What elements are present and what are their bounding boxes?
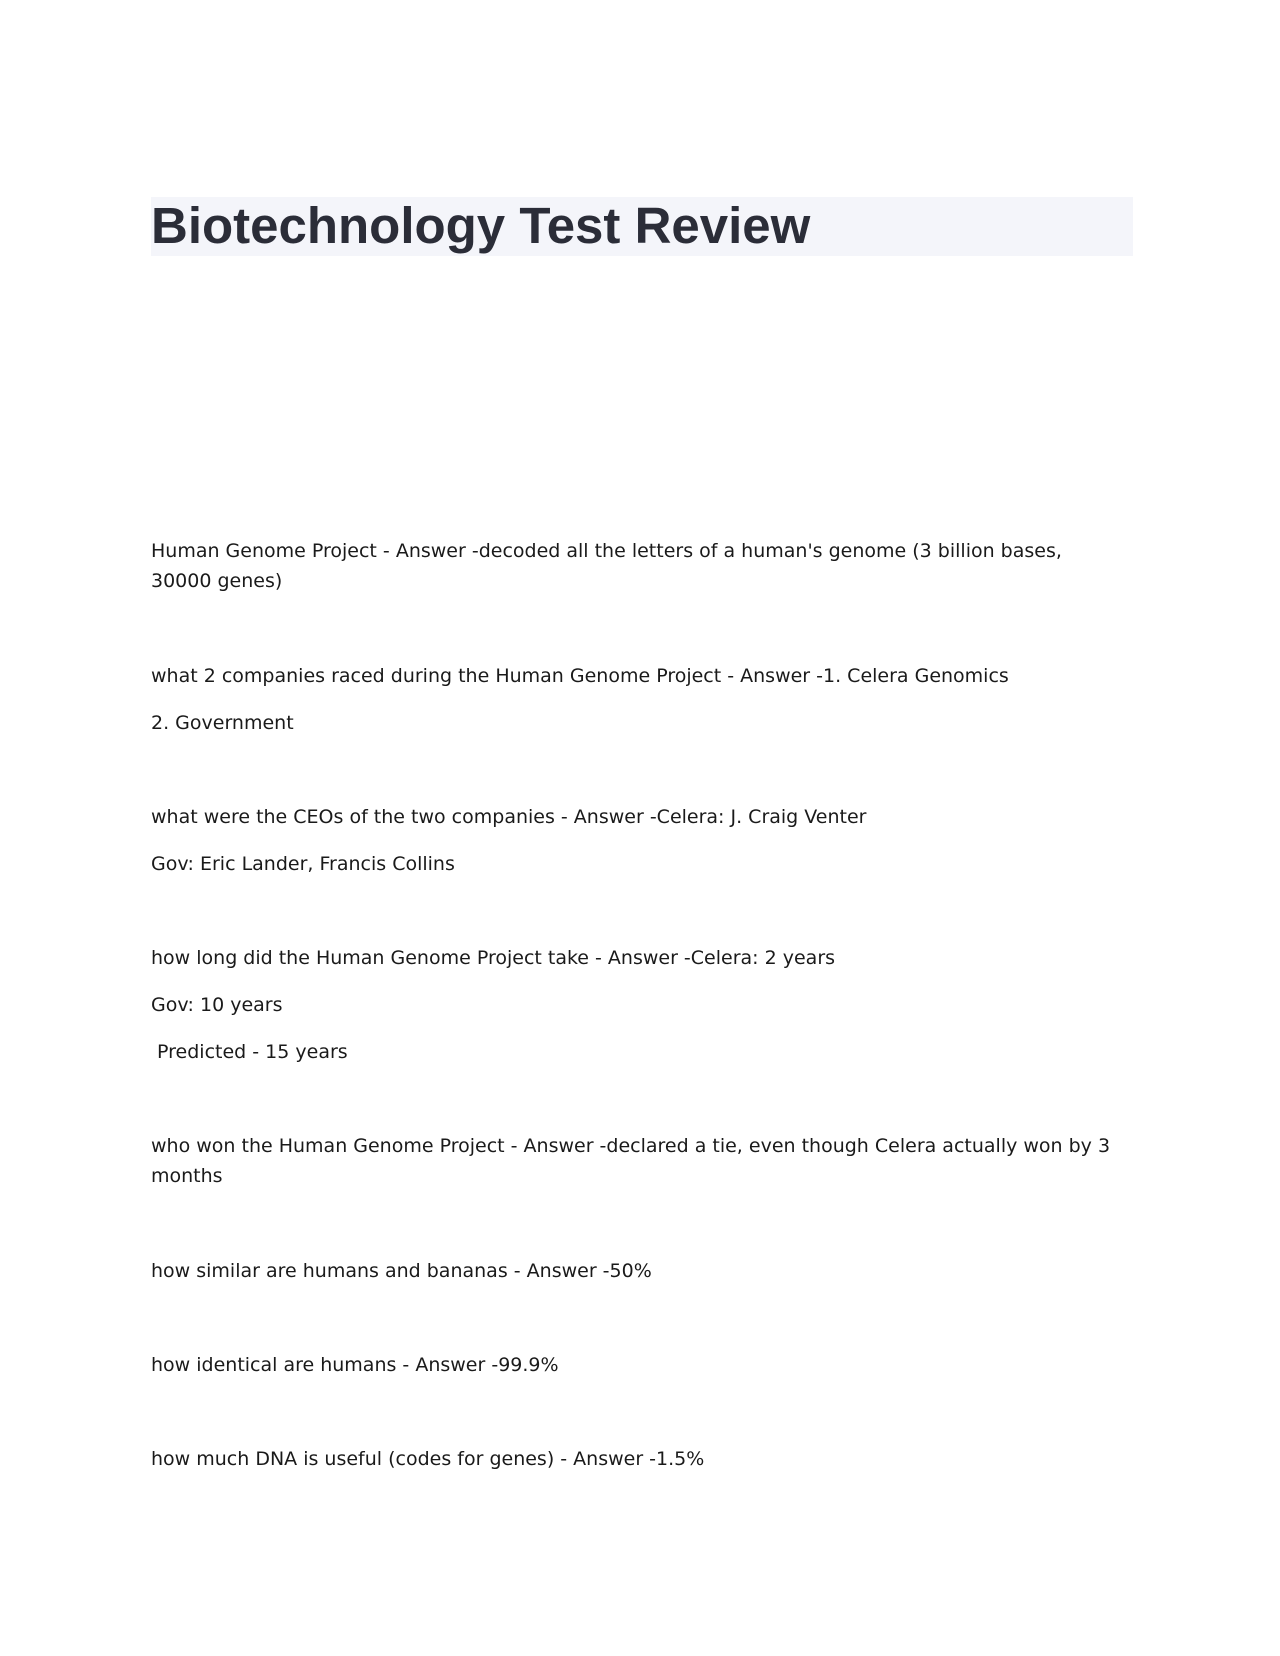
qa-line: what were the CEOs of the two companies - Answer -Celera: J. Craig Venter [151,806,867,828]
qa-line: what 2 companies raced during the Human Genome Project - Answer -1. Celera Genomics [151,665,1009,687]
qa-line: Gov: 10 years [151,994,283,1016]
qa-line: how similar are humans and bananas - Answer -50% [151,1260,652,1282]
qa-entry [151,802,1111,879]
qa-line: how identical are humans - Answer -99.9% [151,1354,559,1376]
qa-line: Gov: Eric Lander, Francis Collins [151,853,455,875]
qa-entry [151,1256,1111,1286]
qa-entry [151,1444,1111,1474]
qa-line: who won the Human Genome Project - Answer -declared a tie, even though Celera actually won by 3 months [151,1135,1111,1187]
qa-entry [151,1350,1111,1380]
qa-line: Predicted - 15 years [151,1041,348,1063]
qa-entry [151,536,1111,596]
qa-line: 2. Government [151,712,294,734]
qa-entry [151,661,1111,738]
document-title: Biotechnology Test Review [151,197,811,254]
qa-entry [151,943,1111,1067]
qa-entry [151,1131,1111,1191]
qa-line: Human Genome Project - Answer -decoded all the letters of a human's genome (3 billion bases, 30000 genes) [151,540,1062,592]
qa-line: how much DNA is useful (codes for genes) - Answer -1.5% [151,1448,705,1470]
qa-line: how long did the Human Genome Project take - Answer -Celera: 2 years [151,947,836,969]
